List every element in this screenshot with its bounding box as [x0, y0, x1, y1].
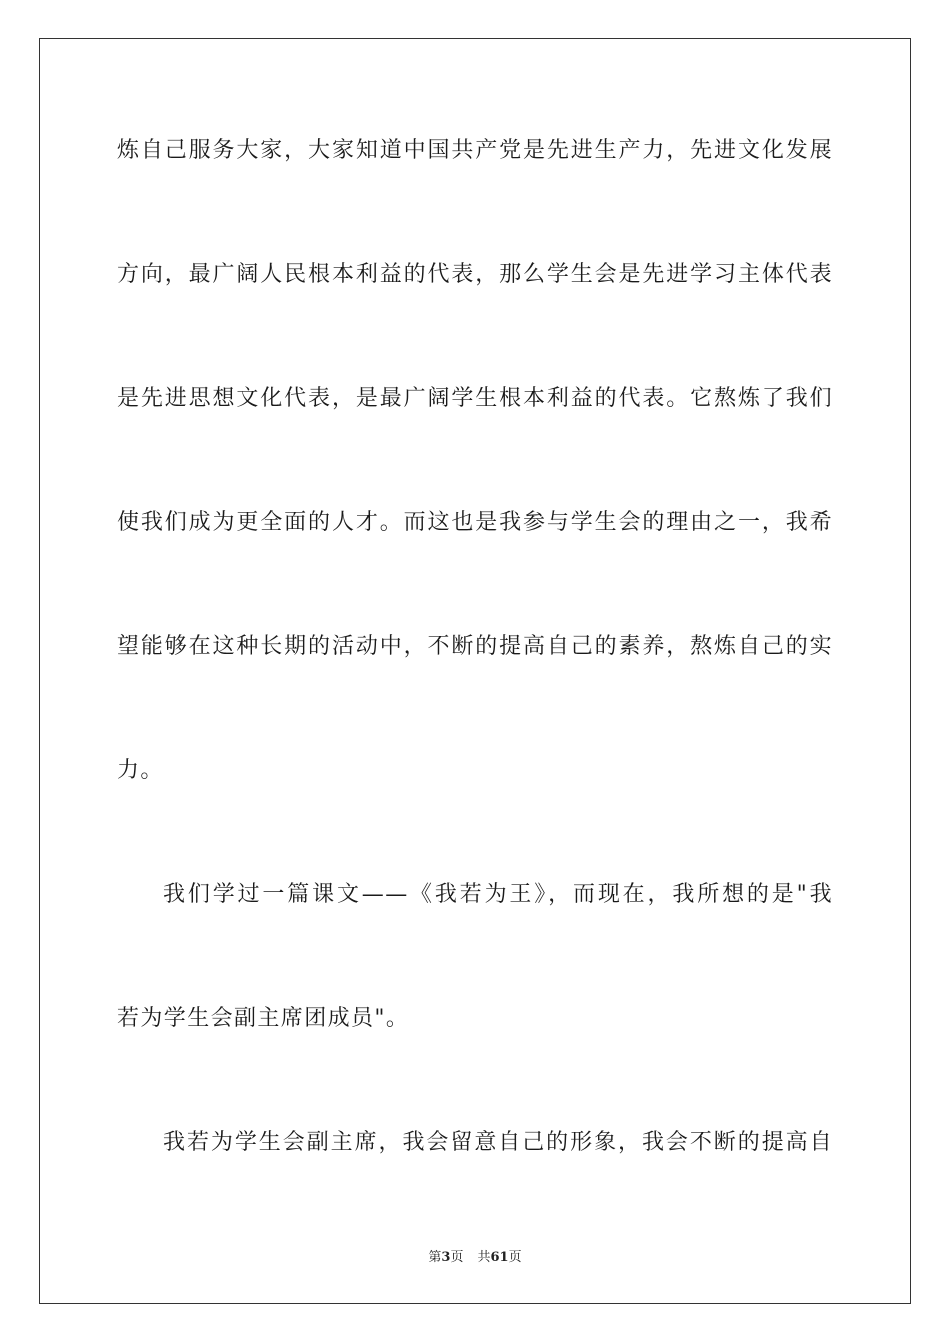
page-prefix: 第 — [428, 1250, 442, 1265]
page-number: 3 — [441, 1250, 451, 1265]
text-line-4: 使我们成为更全面的人才。而这也是我参与学生会的理由之一，我希 — [117, 510, 833, 535]
text-line-5: 望能够在这种长期的活动中，不断的提高自己的素养，熬炼自己的实 — [117, 634, 833, 659]
text-line-8: 若为学生会副主席团成员"。 — [117, 1006, 410, 1031]
text-line-7: 我们学过一篇课文——《我若为王》，而现在，我所想的是"我 — [163, 882, 833, 907]
text-line-3: 是先进思想文化代表，是最广阔学生根本利益的代表。它熬炼了我们 — [117, 386, 833, 411]
text-line-9: 我若为学生会副主席，我会留意自己的形象，我会不断的提高自 — [163, 1130, 833, 1155]
text-line-1: 炼自己服务大家，大家知道中国共产党是先进生产力，先进文化发展 — [117, 138, 833, 163]
text-line-6: 力。 — [117, 758, 164, 783]
page-border — [39, 38, 911, 1304]
total-pages: 61 — [490, 1250, 509, 1265]
page-suffix: 页 — [450, 1250, 464, 1265]
page-footer — [0, 1249, 950, 1267]
total-prefix: 共 — [477, 1250, 491, 1265]
total-suffix: 页 — [508, 1250, 522, 1265]
text-line-2: 方向，最广阔人民根本利益的代表，那么学生会是先进学习主体代表 — [117, 262, 833, 287]
